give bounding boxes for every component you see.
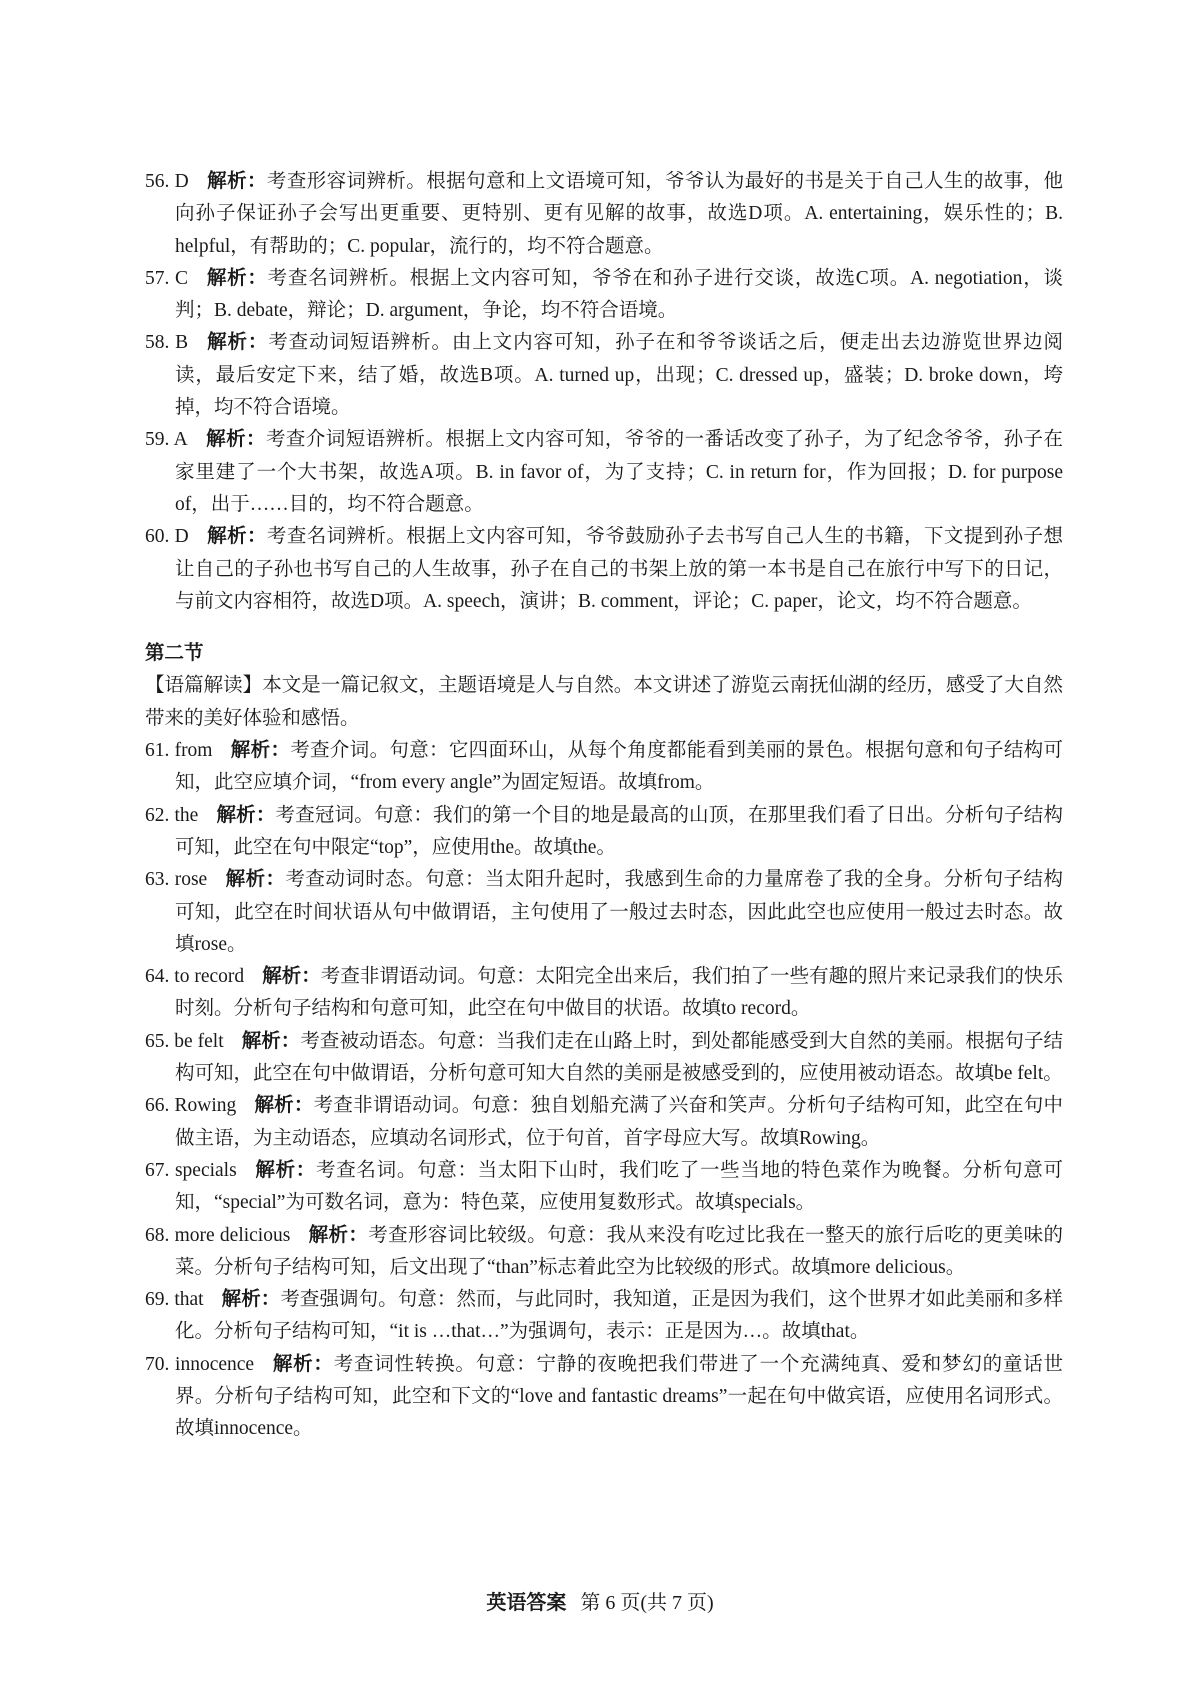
analysis-text: 考查动词短语辨析。由上文内容可知，孙子在和爷爷谈话之后，便走出去边游览世界边阅读，最后安定下来，结了婚，故选B项。A. turned up，出现；C. dressed up，盛装；D. broke down，垮掉，均不符合语境。 (175, 332, 1063, 419)
answer-number: 66. Rowing (145, 1095, 237, 1117)
answer-item (145, 1349, 1063, 1446)
answer-number: 56. D (145, 171, 189, 192)
answer-item (145, 1284, 1063, 1349)
analysis-text: 考查名词辨析。根据上文内容可知，爷爷在和孙子进行交谈，故选C项。A. negotiation，谈判；B. debate，辩论；D. argument，争论，均不符合语境。 (175, 267, 1063, 322)
analysis-text: 考查动词时态。句意：当太阳升起时，我感到生命的力量席卷了我的全身。分析句子结构可知，此空在时间状语从句中做谓语，主句使用了一般过去时态，因此此空也应使用一般过去时态。故填rose。 (175, 869, 1063, 955)
analysis-label: 解析： (308, 1224, 369, 1246)
analysis-label: 解析： (206, 526, 267, 548)
answer-number: 61. from (145, 740, 213, 762)
answer-item (145, 263, 1063, 328)
analysis-text: 考查非谓语动词。句意：太阳完全出来后，我们拍了一些有趣的照片来记录我们的快乐时刻。分析句子结构和句意可知，此空在句中做目的状语。故填to record。 (175, 966, 1063, 1020)
answer-item (145, 961, 1063, 1026)
analysis-text: 考查形容词比较级。句意：我从来没有吃过比我在一整天的旅行后吃的更美味的菜。分析句子结构可知，后文出现了“than”标志着此空为比较级的形式。故填more delicious。 (175, 1224, 1063, 1278)
analysis-text: 考查被动语态。句意：当我们走在山路上时，到处都能感受到大自然的美丽。根据句子结构可知，此空在句中做谓语，分析句意可知大自然的美丽是被感受到的，应使用被动语态。故填be felt。 (175, 1030, 1063, 1085)
analysis-label: 解析： (221, 1289, 281, 1311)
analysis-label: 解析： (225, 869, 286, 891)
analysis-text: 考查强调句。句意：然而，与此同时，我知道，正是因为我们，这个世界才如此美丽和多样化。分析句子结构可知，“it is …that…”为强调句，表示：正是因为…。故填that。 (175, 1289, 1063, 1343)
answer-number: 58. B (145, 332, 189, 354)
analysis-label: 解析： (241, 1030, 301, 1052)
section-title: 第二节 (145, 643, 204, 665)
footer-title: 英语答案 (486, 1592, 567, 1614)
answer-content (145, 166, 1063, 1446)
passage-intro: 【语篇解读】本文是一篇记叙文，主题语境是人与自然。本文讲述了游览云南抚仙湖的经历，感受了大自然带来的美好体验和感悟。 (145, 675, 1063, 729)
analysis-label: 解析： (254, 1095, 314, 1117)
answer-number: 60. D (145, 526, 189, 548)
answer-item (145, 424, 1063, 521)
analysis-label: 解析： (206, 332, 269, 354)
analysis-label: 解析： (230, 740, 291, 762)
part2-answers (145, 735, 1063, 1446)
analysis-text: 考查形容词辨析。根据句意和上文语境可知，爷爷认为最好的书是关于自己人生的故事，他向孙子保证孙子会写出更重要、更特别、更有见解的故事，故选D项。A. entertaining，娱乐性的；B. helpful，有帮助的；C. popular，流行的，均不符合题意。 (175, 171, 1063, 257)
answer-item (145, 166, 1063, 263)
answer-number: 59. A (145, 429, 188, 451)
analysis-text: 考查名词。句意：当太阳下山时，我们吃了一些当地的特色菜作为晚餐。分析句意可知，“special”为可数名词，意为：特色菜，应使用复数形式。故填specials。 (175, 1159, 1063, 1214)
answer-item (145, 735, 1063, 800)
analysis-text: 考查冠词。句意：我们的第一个目的地是最高的山顶，在那里我们看了日出。分析句子结构可知，此空在句中限定“top”，应使用the。故填the。 (175, 804, 1063, 858)
analysis-text: 考查非谓语动词。句意：独自划船充满了兴奋和笑声。分析句子结构可知，此空在句中做主语，为主动语态，应填动名词形式，位于句首，首字母应大写。故填Rowing。 (175, 1095, 1063, 1149)
answer-number: 67. specials (145, 1159, 237, 1181)
answer-item (145, 1090, 1063, 1155)
answer-number: 68. more delicious (145, 1224, 291, 1246)
analysis-text: 考查词性转换。句意：宁静的夜晚把我们带进了一个充满纯真、爱和梦幻的童话世界。分析句子结构可知，此空和下文的“love and fantastic dreams”一起在句中做宾语，应使用名词形式。故填innocence。 (175, 1353, 1063, 1440)
answer-item (145, 864, 1063, 961)
answer-item (145, 1026, 1063, 1091)
analysis-text: 考查介词。句意：它四面环山，从每个角度都能看到美丽的景色。根据句意和句子结构可知，此空应填介词，“from every angle”为固定短语。故填from。 (175, 740, 1063, 794)
answer-item (145, 1220, 1063, 1285)
analysis-label: 解析： (206, 171, 267, 192)
analysis-label: 解析： (206, 267, 268, 289)
footer-page-number: 第 6 页(共 7 页) (580, 1592, 714, 1614)
answer-number: 70. innocence (145, 1353, 255, 1375)
analysis-label: 解析： (262, 966, 321, 988)
answer-number: 57. C (145, 267, 189, 289)
answer-item (145, 1155, 1063, 1220)
analysis-label: 解析： (205, 429, 266, 451)
analysis-label: 解析： (216, 804, 276, 826)
analysis-text: 考查名词辨析。根据上文内容可知，爷爷鼓励孙子去书写自己人生的书籍，下文提到孙子想让自己的子孙也书写自己的人生故事，孙子在自己的书架上放的第一本书是自己在旅行中写下的日记，与前文内容相符，故选D项。A. speech，演讲；B. comment，评论；C. paper，论文，均不符合题意。 (175, 526, 1063, 612)
answer-item (145, 800, 1063, 865)
analysis-label: 解析： (272, 1353, 334, 1375)
answer-number: 64. to record (145, 966, 245, 988)
analysis-text: 考查介词短语辨析。根据上文内容可知，爷爷的一番话改变了孙子，为了纪念爷爷，孙子在家里建了一个大书架，故选A项。B. in favor of，为了支持；C. in return for，作为回报；D. for purpose of，出于……目的，均不符合题意。 (175, 429, 1063, 515)
page-footer (0, 1586, 1200, 1615)
answer-number: 63. rose (145, 869, 208, 891)
answer-number: 62. the (145, 804, 199, 826)
answer-number: 69. that (145, 1289, 204, 1311)
answer-number: 65. be felt (145, 1030, 224, 1052)
part1-answers (145, 166, 1063, 618)
answer-item (145, 521, 1063, 618)
analysis-label: 解析： (254, 1159, 317, 1181)
answer-item (145, 327, 1063, 424)
